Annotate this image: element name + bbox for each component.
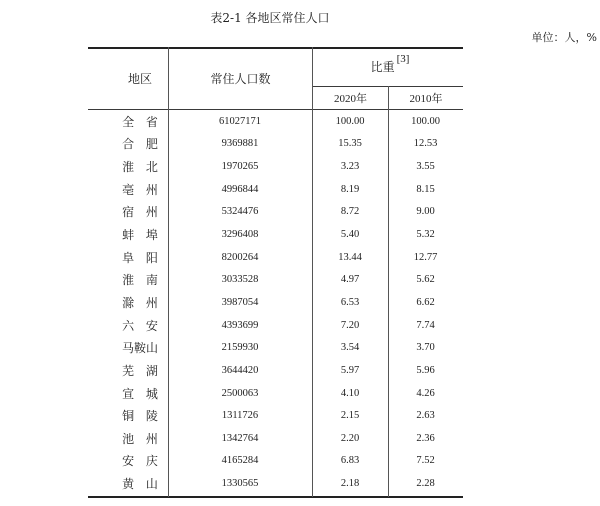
- table-row: [88, 201, 463, 224]
- share-2020-cell: 8.19: [340, 183, 360, 195]
- population-cell: 1330565: [221, 478, 259, 490]
- table-row: [88, 246, 463, 269]
- header-year-2010: 2010年: [409, 93, 443, 105]
- share-2010-cell: 9.00: [416, 206, 435, 218]
- population-cell: 3296408: [221, 229, 259, 241]
- region-cell: 亳 州: [122, 182, 158, 197]
- header-region: 地区: [127, 71, 152, 86]
- table-row: [88, 133, 463, 156]
- population-cell: 5324476: [221, 206, 259, 218]
- region-cell: 马鞍山: [121, 341, 158, 356]
- table-bottom-rule: [88, 496, 463, 498]
- population-cell: 2500063: [221, 387, 259, 399]
- table-row: [88, 223, 463, 246]
- region-cell: 全 省: [122, 114, 158, 129]
- share-2020-cell: 6.83: [340, 455, 360, 467]
- share-2010-cell: 12.77: [413, 251, 438, 263]
- share-2020-cell: 2.18: [340, 478, 360, 490]
- share-2020-cell: 5.40: [340, 229, 360, 241]
- population-cell: 1970265: [221, 161, 259, 173]
- table-row: [88, 268, 463, 291]
- population-cell: 3644420: [221, 364, 259, 376]
- share-2010-cell: 7.74: [416, 319, 435, 331]
- share-2020-cell: 6.53: [340, 296, 360, 308]
- region-cell: 淮 南: [122, 273, 158, 288]
- unit-note: 单位：人，%: [531, 31, 597, 44]
- population-cell: 4165284: [221, 455, 259, 467]
- table-body: [88, 110, 463, 495]
- population-cell: 3987054: [221, 296, 259, 308]
- share-2010-cell: 6.62: [416, 296, 435, 308]
- population-cell: 9369881: [221, 138, 259, 150]
- region-cell: 池 州: [122, 431, 158, 446]
- population-cell: 4393699: [221, 319, 259, 331]
- region-cell: 宿 州: [122, 205, 158, 220]
- share-2010-cell: 3.55: [416, 161, 435, 173]
- share-2020-cell: 15.35: [338, 138, 362, 150]
- region-cell: 淮 北: [122, 160, 158, 175]
- table-title: 表2-1 各地区常住人口: [210, 11, 330, 25]
- table-row: [88, 359, 463, 382]
- share-2010-cell: 5.62: [416, 274, 435, 286]
- share-2020-cell: 3.23: [340, 161, 360, 173]
- table-row: [88, 472, 463, 495]
- population-table: [88, 47, 463, 498]
- population-cell: 61027171: [219, 115, 261, 127]
- population-cell: 4996844: [221, 183, 259, 195]
- region-cell: 宣 城: [122, 386, 158, 401]
- share-2020-cell: 4.97: [340, 274, 360, 286]
- share-2010-cell: 100.00: [411, 115, 440, 127]
- share-2020-cell: 2.20: [340, 432, 360, 444]
- region-cell: 六 安: [122, 318, 158, 333]
- share-2010-cell: 5.96: [416, 364, 435, 376]
- share-2020-cell: 100.00: [335, 115, 365, 127]
- region-cell: 黄 山: [122, 477, 158, 492]
- region-cell: 蚌 埠: [122, 228, 158, 243]
- footnote-ref: [3]: [396, 52, 410, 65]
- table-row: [88, 178, 463, 201]
- share-2010-cell: 12.53: [413, 138, 438, 150]
- share-2020-cell: 7.20: [340, 319, 360, 331]
- header-share-label: 比重: [370, 60, 395, 74]
- share-2010-cell: 7.52: [416, 455, 435, 467]
- header-year-2020: 2020年: [334, 93, 367, 105]
- region-cell: 合 肥: [122, 137, 158, 152]
- region-cell: 安 庆: [122, 454, 158, 469]
- table-row: [88, 336, 463, 359]
- table-row: [88, 314, 463, 337]
- table-row: [88, 450, 463, 473]
- population-cell: 3033528: [221, 274, 259, 286]
- share-2020-cell: 8.72: [340, 206, 360, 218]
- population-cell: 2159930: [221, 342, 259, 354]
- region-cell: 阜 阳: [122, 250, 158, 265]
- table-row: [88, 291, 463, 314]
- share-2020-cell: 3.54: [340, 342, 360, 354]
- share-2010-cell: 8.15: [416, 183, 435, 195]
- region-cell: 铜 陵: [122, 409, 158, 424]
- share-2010-cell: 5.32: [416, 229, 435, 241]
- region-cell: 芜 湖: [122, 363, 158, 378]
- population-cell: 1311726: [221, 410, 259, 422]
- share-2020-cell: 2.15: [340, 410, 360, 422]
- table-row: [88, 155, 463, 178]
- share-2020-cell: 4.10: [340, 387, 360, 399]
- table-row: [88, 382, 463, 405]
- population-cell: 8200264: [221, 251, 259, 263]
- share-2010-cell: 4.26: [416, 387, 435, 399]
- table-row: [88, 427, 463, 450]
- table-row: [88, 404, 463, 427]
- share-2010-cell: 3.70: [416, 342, 435, 354]
- share-2010-cell: 2.28: [416, 478, 435, 490]
- table-row: [88, 110, 463, 133]
- region-cell: 滁 州: [122, 295, 158, 310]
- share-2010-cell: 2.63: [416, 410, 435, 422]
- header-share: [313, 47, 463, 86]
- share-2020-cell: 13.44: [338, 251, 362, 263]
- header-population: 常住人口数: [210, 71, 271, 86]
- population-cell: 1342764: [221, 432, 259, 444]
- share-2020-cell: 5.97: [340, 364, 360, 376]
- share-2010-cell: 2.36: [416, 432, 435, 444]
